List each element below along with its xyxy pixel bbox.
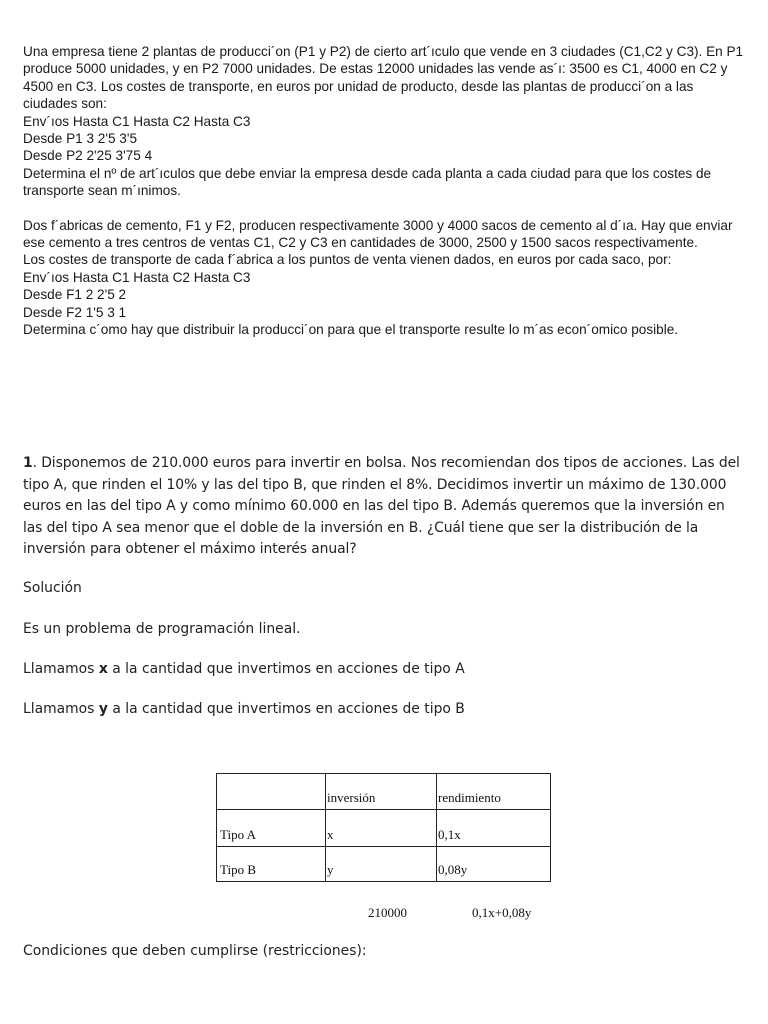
table-cell: 0,08y	[437, 847, 551, 882]
problem-b-question: Determina c´omo hay que distribuir la producci´on para que el transporte resulte lo m´as econ´omico posible.	[23, 322, 679, 338]
table-row	[217, 847, 551, 882]
problem-a-table-header: Env´ıos Hasta C1 Hasta C2 Hasta C3	[23, 113, 251, 129]
table-cell: x	[326, 810, 437, 847]
table-row	[217, 810, 551, 847]
variable-y-definition	[23, 701, 465, 717]
variable-x-definition	[23, 661, 465, 677]
conditions-heading: Condiciones que deben cumplirse (restricciones):	[23, 943, 367, 959]
y-suffix: a la cantidad que invertimos en acciones de tipo B	[107, 701, 465, 717]
problem-a-statement: Una empresa tiene 2 plantas de producci´on (P1 y P2) de cierto art´ıculo que vende en 3 ciudades (C1,C2 y C3). En P1 produce 5000 unidades, y en P2 7000 unidades. De estas 12000 unidades las vende as´ı: 3500 es C1, 4000 en C2 y 4500 en C3. Los costes de transporte, en euros por unidad de producto, desde las plantas de producci´on a las ciudades son:	[23, 44, 744, 112]
x-prefix: Llamamos	[23, 661, 99, 677]
table-header-row	[217, 774, 551, 810]
table-cell: y	[326, 847, 437, 882]
problem-a-and-b-text	[23, 43, 748, 339]
exercise-1-statement	[23, 453, 748, 561]
total-inversion: 210000	[368, 905, 407, 920]
problem-a-question: Determina el nº de art´ıculos que debe enviar la empresa desde cada planta a cada ciudad para que los costes de transporte sean m´ınimos.	[23, 165, 712, 199]
problem-b-table-header: Env´ıos Hasta C1 Hasta C2 Hasta C3	[23, 269, 251, 285]
table-cell: Tipo A	[217, 810, 326, 847]
table-cell: Tipo B	[217, 847, 326, 882]
table-cell	[217, 774, 326, 810]
total-rendimiento: 0,1x+0,08y	[472, 905, 532, 920]
spacer	[23, 200, 748, 217]
x-variable: x	[98, 661, 108, 677]
table-header-inversion: inversión	[326, 774, 437, 810]
x-suffix: a la cantidad que invertimos en acciones de tipo A	[107, 661, 465, 677]
lp-statement: Es un problema de programación lineal.	[23, 621, 301, 637]
table-header-rendimiento: rendimiento	[437, 774, 551, 810]
solution-label: Solución	[23, 580, 82, 596]
problem-b-costs-intro: Los costes de transporte de cada f´abrica a los puntos de venta vienen dados, en euros por cada saco, por:	[23, 252, 672, 268]
problem-b-row-f2: Desde F2 1'5 3 1	[23, 304, 127, 320]
problem-a-row-p2: Desde P2 2'25 3'75 4	[23, 148, 153, 164]
table-cell: 0,1x	[437, 810, 551, 847]
investment-table	[216, 773, 551, 882]
y-prefix: Llamamos	[23, 701, 99, 717]
exercise-1-paragraph	[23, 453, 748, 561]
exercise-number: 1	[23, 455, 33, 471]
problem-a-row-p1: Desde P1 3 2'5 3'5	[23, 131, 138, 147]
problem-b-row-f1: Desde F1 2 2'5 2	[23, 287, 127, 303]
y-variable: y	[98, 701, 108, 717]
problem-b-statement: Dos f´abricas de cemento, F1 y F2, producen respectivamente 3000 y 4000 sacos de cemento al d´ıa. Hay que enviar ese cemento a tres centros de ventas C1, C2 y C3 en cantidades de 3000, 2500 y 1500 sacos respectivamente.	[23, 217, 733, 251]
exercise-1-text: . Disponemos de 210.000 euros para invertir en bolsa. Nos recomiendan dos tipos de acciones. Las del tipo A, que rinden el 10% y las del tipo B, que rinden el 8%. Decidimos invertir un máximo de 130.000 euros en las del tipo A y como mínimo 60.000 en las del tipo B. Además queremos que la inversión en las del tipo A sea menor que el doble de la inversión en B. ¿Cuál tiene que ser la distribución de la inversión para obtener el máximo interés anual?	[23, 455, 740, 557]
